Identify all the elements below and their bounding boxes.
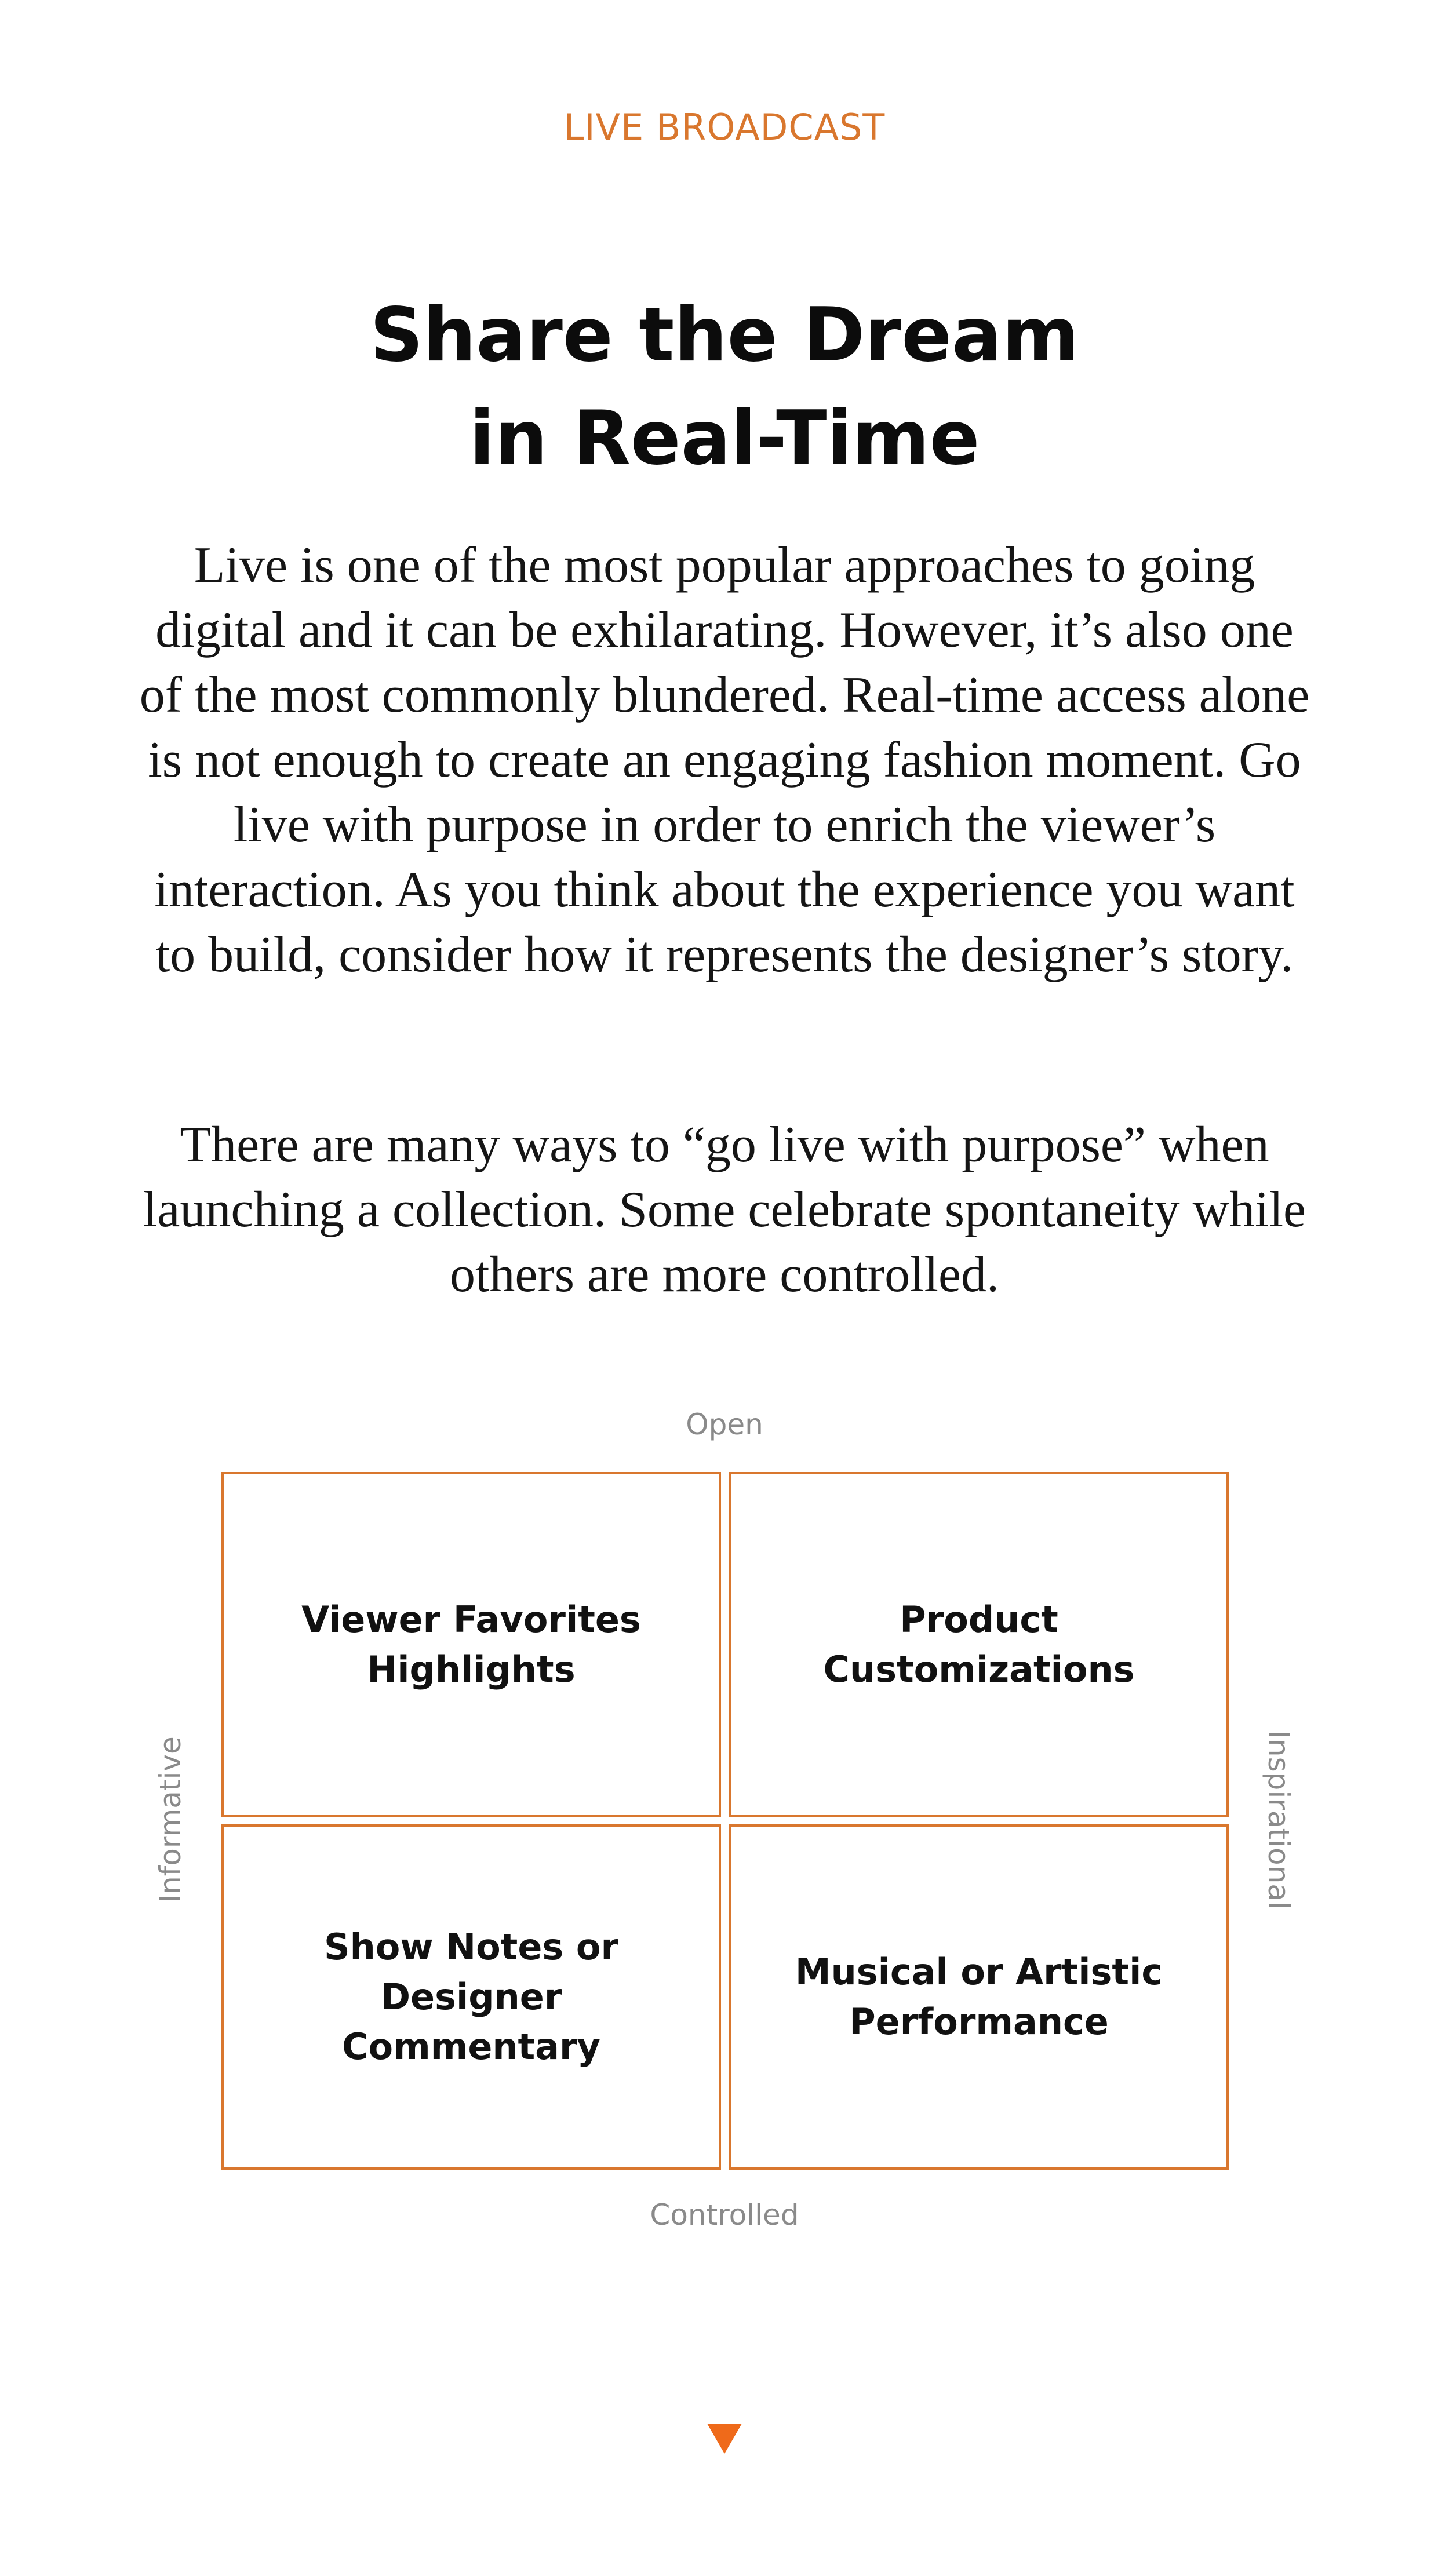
intro-paragraph: Live is one of the most popular approaches to going digital and it can be exhilarating. However, it’s also one of the most commonly blundered. Real-time access alone is not enough to create an engaging fashion moment. Go live with purpose in order to enrich the viewer’s interaction. As you think about the experience you want to build, consider how it represents the designer’s story. xyxy=(139,537,1310,983)
page-title-line-1: Share the Dream xyxy=(370,292,1079,378)
quadrant-label-line-1: Product xyxy=(900,1598,1058,1641)
axis-label-open: Open xyxy=(686,1408,763,1441)
quadrant-label xyxy=(239,1595,703,1695)
quadrant-label xyxy=(747,1947,1211,2047)
quadrant-label-line-2: Commentary xyxy=(342,2025,600,2068)
quadrant-product-customizations xyxy=(729,1472,1229,1817)
quadrant-viewer-favorites xyxy=(221,1472,721,1817)
quadrant-label-line-1: Show Notes or Designer xyxy=(323,1926,619,2018)
page-title-line-2: in Real-Time xyxy=(469,395,980,482)
quadrant-musical-performance xyxy=(729,1824,1229,2170)
axis-label-informative: Informative xyxy=(154,1736,187,1903)
quadrant-label xyxy=(747,1595,1211,1695)
triangle-down-icon[interactable] xyxy=(707,2424,742,2454)
quadrant-label-line-1: Musical or Artistic xyxy=(795,1951,1163,1993)
quadrant-label-line-2: Performance xyxy=(849,2001,1109,2043)
quadrant-label xyxy=(239,1922,703,2072)
quadrant-label-line-2: Customizations xyxy=(823,1648,1135,1690)
axis-label-inspirational: Inspirational xyxy=(1262,1730,1295,1910)
axis-label-controlled: Controlled xyxy=(650,2198,799,2232)
quadrant-show-notes xyxy=(221,1824,721,2170)
purpose-paragraph: There are many ways to “go live with purpose” when launching a collection. Some celebrate spontaneity while others are more controlled. xyxy=(143,1117,1306,1303)
section-eyebrow: LIVE BROADCAST xyxy=(563,106,886,148)
page-title xyxy=(0,284,1449,490)
quadrant-label-line-1: Viewer Favorites xyxy=(301,1598,641,1641)
quadrant-label-line-2: Highlights xyxy=(367,1648,576,1690)
